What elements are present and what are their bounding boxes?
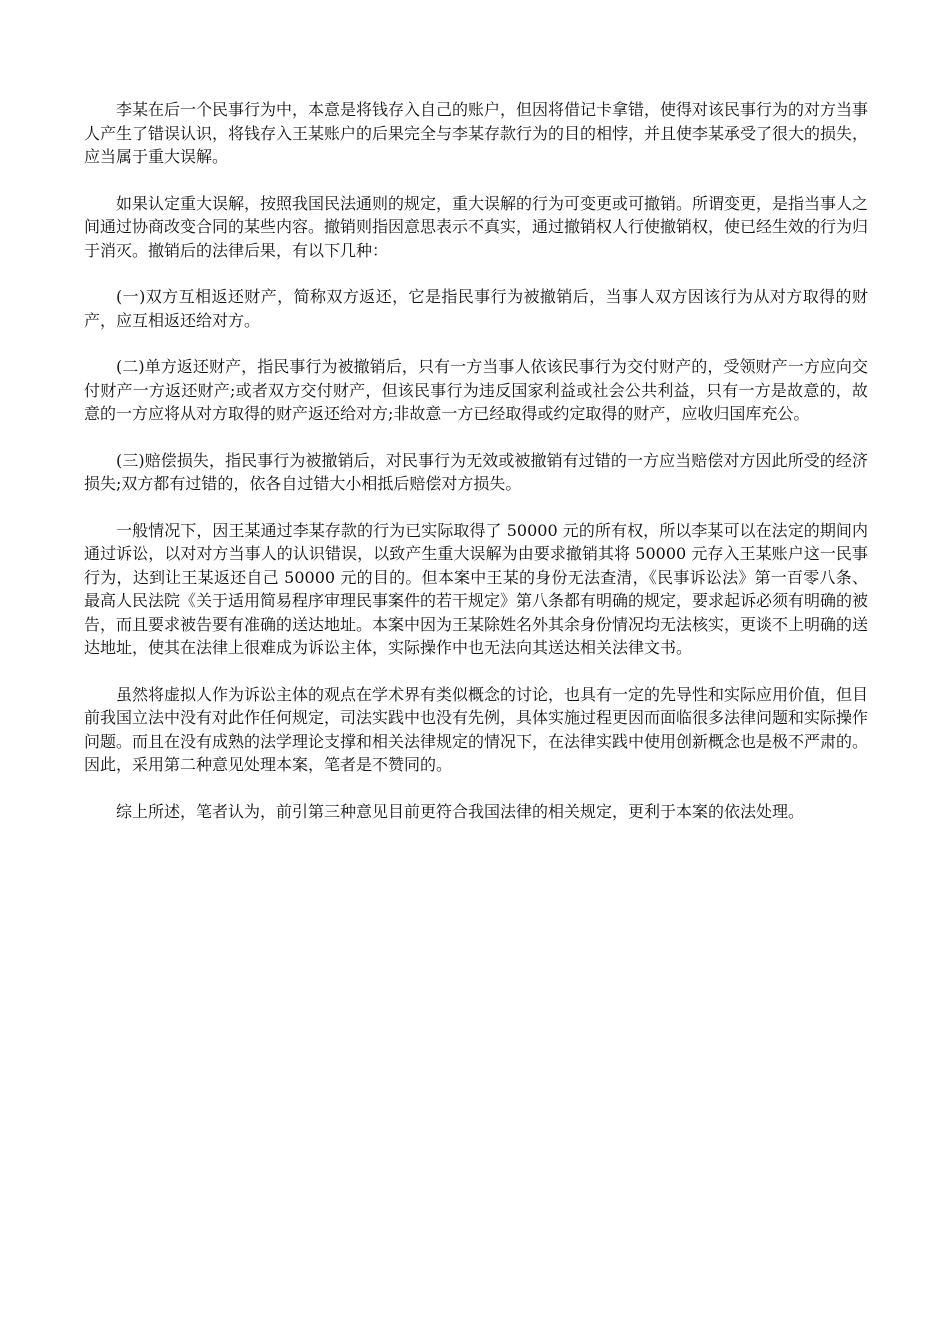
paragraph-litigation-difficulty: 一般情况下，因王某通过李某存款的行为已实际取得了 50000 元的所有权，所以李某可以在法定的期间内通过诉讼，以对对方当事人的认识错误，以致产生重大误解为由要求撤销其将 50000 元存入王某账户这一民事行为，达到让王某返还自己 50000 元的目的。但本案中王某的身份无法查清，《民事诉讼法》第一百零八条、最高人民法院《关于适用简易程序审理民事案件的若干规定》第八条都有明确的规定，要求起诉必须有明确的被告，而且要求被告要有准确的送达地址。本案中因为王某除姓名外其余身份情况均无法核实，更谈不上明确的送达地址，使其在法律上很难成为诉讼主体，实际操作中也无法向其送达相关法律文书。	[84, 520, 869, 657]
paragraph-mutual-return: (一)双方互相返还财产，简称双方返还，它是指民事行为被撤销后，当事人双方因该行为从对方取得的财产，应互相返还给对方。	[84, 287, 868, 330]
paragraph-unilateral-return: (二)单方返还财产，指民事行为被撤销后，只有一方当事人依该民事行为交付财产的，受领财产一方应向交付财产一方返还财产;或者双方交付财产，但该民事行为违反国家利益或社会公共利益，只有一方是故意的，故意的一方应将从对方取得的财产返还给对方;非故意一方已经取得或约定取得的财产，应收归国库充公。	[84, 357, 868, 423]
paragraph-compensation: (三)赔偿损失，指民事行为被撤销后，对民事行为无效或被撤销有过错的一方应当赔偿对方因此所受的经济损失;双方都有过错的，依各自过错大小相抵后赔偿对方损失。	[84, 450, 868, 493]
paragraph-conclusion: 综上所述，笔者认为，前引第三种意见目前更符合我国法律的相关规定，更利于本案的依法处理。	[116, 801, 805, 821]
paragraph-mistake-analysis: 李某在后一个民事行为中，本意是将钱存入自己的账户，但因将借记卡拿错，使得对该民事行为的对方当事人产生了错误认识，将钱存入王某账户的后果完全与李某存款行为的目的相悖，并且使李某承受了很大的损失，应当属于重大误解。	[84, 100, 869, 166]
paragraph-virtual-party: 虽然将虚拟人作为诉讼主体的观点在学术界有类似概念的讨论，也具有一定的先导性和实际应用价值，但目前我国立法中没有对此作任何规定，司法实践中也没有先例，具体实施过程更因而面临很多法律问题和实际操作问题。而且在没有成熟的法学理论支撑和相关法律规定的情况下，在法律实践中使用创新概念也是极不严肃的。因此，采用第二种意见处理本案，笔者是不赞同的。	[84, 684, 869, 774]
document-body	[84, 98, 868, 846]
paragraph-rescission-consequences: 如果认定重大误解，按照我国民法通则的规定，重大误解的行为可变更或可撤销。所谓变更，是指当事人之间通过协商改变合同的某些内容。撤销则指因意思表示不真实，通过撤销权人行使撤销权，使已经生效的行为归于消灭。撤销后的法律后果，有以下几种：	[84, 193, 869, 260]
